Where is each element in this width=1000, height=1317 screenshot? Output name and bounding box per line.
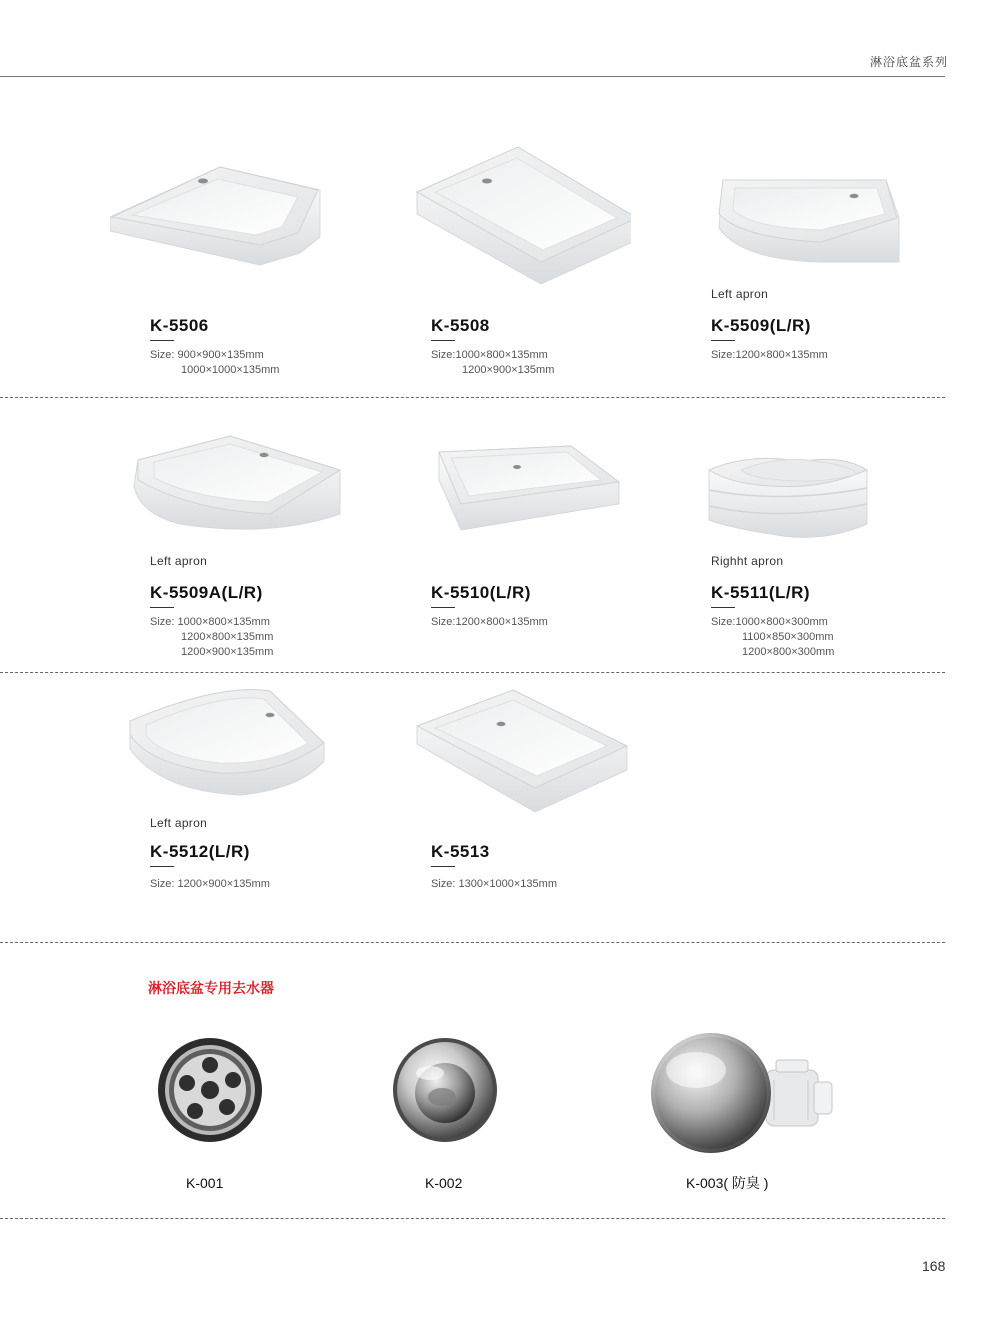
model-underline — [150, 340, 174, 341]
shower-tray-curved-image — [671, 172, 911, 272]
size-line: Size: 1000×800×135mm — [150, 616, 270, 628]
shower-tray-rect-image — [391, 440, 631, 540]
page-number: 168 — [922, 1258, 946, 1274]
size-line: Size:1200×800×135mm — [431, 616, 548, 628]
drains-heading: 淋浴底盆专用去水器 — [148, 980, 274, 996]
size-line: Size:1000×800×300mm — [711, 616, 828, 628]
model-underline — [711, 340, 735, 341]
product-card — [431, 440, 691, 690]
drain-product — [155, 1035, 265, 1150]
product-size — [431, 348, 554, 378]
apron-label: Left apron — [150, 816, 208, 830]
product-model: K-5509A(L/R) — [150, 583, 263, 602]
size-line: 1200×900×135mm — [462, 364, 555, 376]
shower-tray-curved-image — [110, 430, 350, 540]
model-underline — [150, 866, 174, 867]
drain-model: K-001 — [186, 1175, 224, 1191]
model-underline — [431, 866, 455, 867]
section-divider — [0, 942, 945, 943]
shower-tray-rect-image — [391, 688, 631, 813]
size-line: 1100×850×300mm — [742, 631, 834, 643]
section-divider — [0, 1218, 945, 1219]
drain-product — [648, 1030, 838, 1165]
bathtub-tray-image — [671, 440, 911, 550]
size-line: Size:1200×800×135mm — [711, 349, 828, 361]
product-size — [431, 877, 557, 892]
shower-tray-quadrant-image — [110, 685, 350, 805]
section-divider — [0, 672, 945, 673]
perforated-drain-icon — [155, 1035, 265, 1145]
product-model: K-5506 — [150, 316, 209, 335]
product-model: K-5511(L/R) — [711, 583, 811, 602]
product-size — [150, 348, 279, 378]
size-line: 1200×800×135mm — [181, 631, 274, 643]
product-card — [150, 685, 410, 935]
model-underline — [431, 340, 455, 341]
series-title: 淋浴底盆系列 — [870, 55, 949, 69]
drain-product — [390, 1035, 500, 1150]
product-card — [431, 688, 691, 938]
shower-tray-rect-image — [391, 142, 631, 292]
size-line: 1200×900×135mm — [181, 646, 274, 658]
model-underline — [150, 607, 174, 608]
apron-label: Left apron — [711, 287, 769, 301]
product-size — [150, 877, 270, 892]
product-model: K-5513 — [431, 842, 490, 861]
size-line: 1000×1000×135mm — [181, 364, 280, 376]
product-size — [711, 615, 834, 660]
apron-label: Righht apron — [711, 554, 784, 568]
product-card — [150, 155, 410, 405]
product-model: K-5509(L/R) — [711, 316, 811, 335]
drain-model: K-003( 防臭 ) — [686, 1175, 769, 1191]
size-line: Size: 1300×1000×135mm — [431, 878, 557, 890]
product-card — [150, 430, 410, 680]
product-card — [711, 172, 971, 422]
shower-tray-pentagon-image — [110, 155, 350, 275]
model-underline — [431, 607, 455, 608]
drain-model: K-002 — [425, 1175, 463, 1191]
section-divider — [0, 397, 945, 398]
anti-odor-drain-icon — [648, 1030, 838, 1160]
chrome-drain-icon — [390, 1035, 500, 1145]
product-card — [711, 440, 971, 690]
product-model: K-5508 — [431, 316, 490, 335]
apron-label: Left apron — [150, 554, 208, 568]
size-line: Size:1000×800×135mm — [431, 349, 548, 361]
size-line: 1200×800×300mm — [742, 646, 835, 658]
product-model: K-5510(L/R) — [431, 583, 531, 602]
product-model: K-5512(L/R) — [150, 842, 250, 861]
product-size — [431, 615, 548, 630]
size-line: Size: 900×900×135mm — [150, 349, 264, 361]
model-underline — [711, 607, 735, 608]
product-size — [711, 348, 828, 363]
product-size — [150, 615, 273, 660]
product-card — [431, 142, 691, 392]
header-rule — [0, 76, 945, 77]
size-line: Size: 1200×900×135mm — [150, 878, 270, 890]
